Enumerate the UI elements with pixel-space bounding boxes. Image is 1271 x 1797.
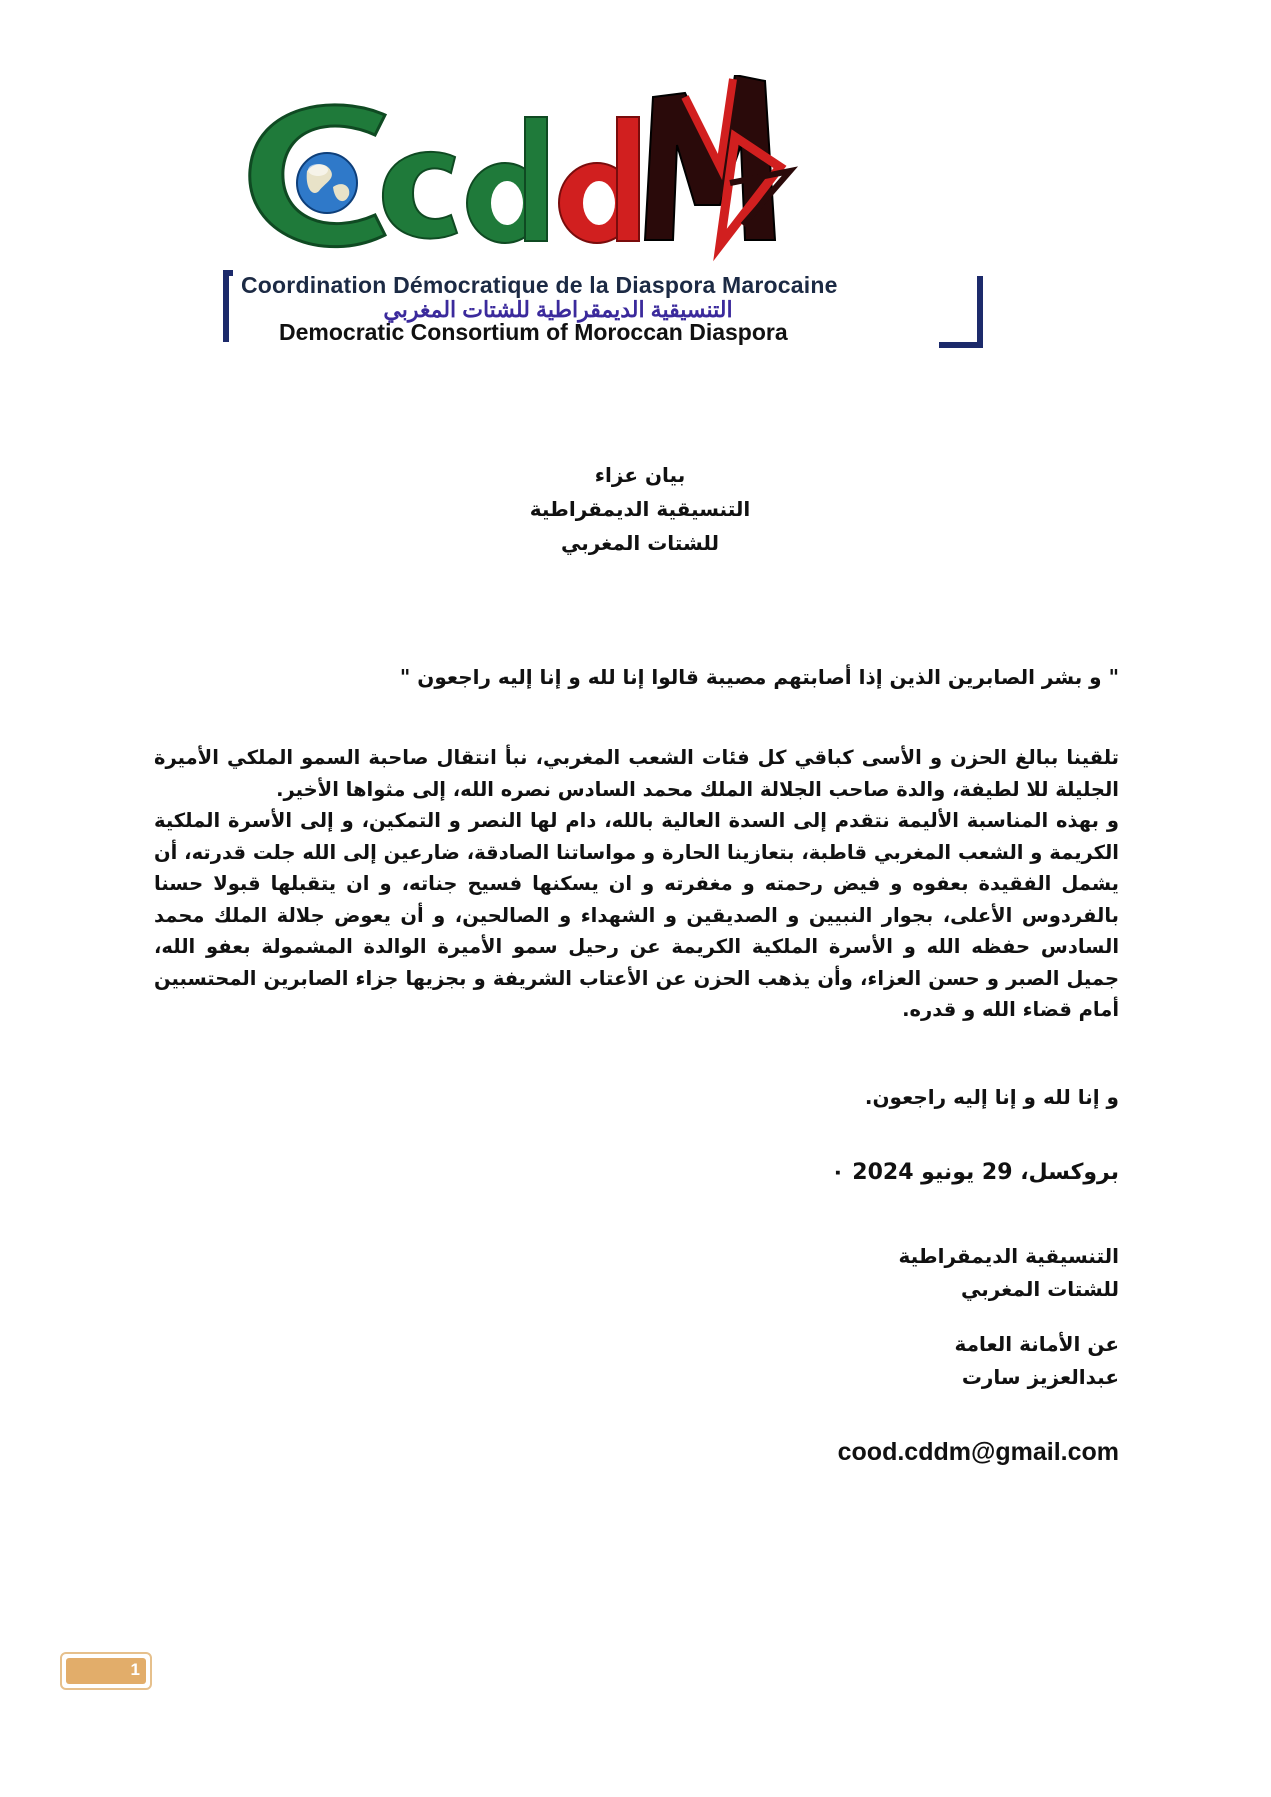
logo-letter-m-star <box>645 75 790 245</box>
document-title <box>420 458 860 560</box>
signature-org-line-1: التنسيقية الديمقراطية <box>898 1244 1119 1268</box>
body-paragraph-1: تلقينا ببالغ الحزن و الأسى كباقي كل فئات الشعب المغربي، نبأ انتقال صاحبة السمو الملكي الأميرة الجليلة للا لطيفة، والدة صاحب الجلالة الملك محمد السادس نصره الله، إلى مثواها الأخير. <box>154 746 1119 801</box>
cddm-logo <box>215 75 995 355</box>
logo-english-name: Democratic Consortium of Moroccan Diaspora <box>279 319 788 345</box>
signature-name: عبدالعزيز سارت <box>961 1365 1119 1389</box>
page-number-tab <box>60 1652 152 1690</box>
logo-letter-d-red <box>559 117 639 243</box>
logo-frame <box>223 270 983 348</box>
logo-french-name: Coordination Démocratique de la Diaspora Marocaine <box>241 272 838 298</box>
logo-letter-d-green <box>467 117 547 243</box>
cddm-logo-mark <box>215 75 995 270</box>
logo-letter-c-small <box>383 152 457 239</box>
logo-arabic-name: التنسيقية الديمقراطية للشتات المغربي <box>383 297 733 322</box>
signature-block <box>898 1240 1119 1394</box>
place-date: بروكسل، 29 يونيو 2024 ٠ <box>831 1160 1119 1185</box>
signature-gap <box>898 1306 1119 1328</box>
closing-phrase: و إنا لله و إنا إليه راجعون. <box>864 1085 1119 1109</box>
body-paragraph-2: و بهذه المناسبة الأليمة نتقدم إلى السدة العالية بالله، دام لها النصر و التمكين، و إلى الأسرة الملكية الكريمة و الشعب المغربي قاطبة، بتعازينا الحارة و مواساتنا الصادقة، ضارعين إلى الله جلت قدرته، أن يشمل الفقيدة بعفوه و فيض رحمته و مغفرته و ان يسكنها فسيح جناته، و ان يتقبلها قبولا حسنا بالفردوس الأعلى، بجوار النبيين و الصديقين و الشهداء و الصالحين، و أن يعوض جلالة الملك محمد السادس حفظه الله و الأسرة الملكية الكريمة عن رحيل سمو الأميرة الوالدة المشمولة بعفو الله، جميل الصبر و حسن العزاء، وأن يذهب الحزن عن الأعتاب الشريفة و بجزيها جزاء الصابرين المحتسبين أمام قضاء الله و قدره. <box>154 809 1119 1021</box>
title-line-2: التنسيقية الديمقراطية <box>529 497 751 521</box>
signature-org-line-2: للشتات المغربي <box>960 1277 1119 1301</box>
quran-quote: " و بشر الصابرين الذين إذا أصابتهم مصيبة قالوا إنا لله و إنا إليه راجعون " <box>399 665 1119 689</box>
title-line-1: بيان عزاء <box>594 463 686 487</box>
globe-icon <box>297 153 357 213</box>
signature-on-behalf: عن الأمانة العامة <box>954 1332 1119 1356</box>
logo-bracket-left <box>223 270 233 342</box>
title-line-3: للشتات المغربي <box>560 531 719 555</box>
condolence-body <box>154 742 1119 1026</box>
page-number: 1 <box>130 1660 140 1679</box>
contact-email[interactable]: cood.cddm@gmail.com <box>837 1438 1119 1466</box>
